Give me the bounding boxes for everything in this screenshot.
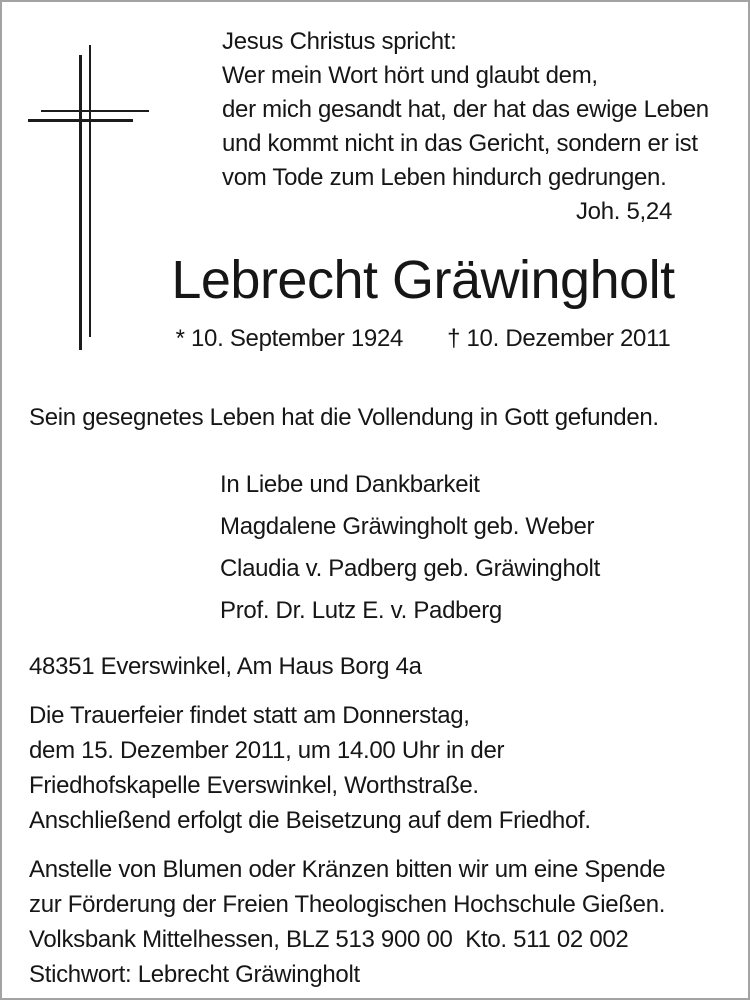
scripture-line: Wer mein Wort hört und glaubt dem, xyxy=(222,62,598,89)
donation-block xyxy=(29,852,665,992)
scripture-line: der mich gesandt hat, der hat das ewige Leben xyxy=(222,96,709,123)
cross-horizontal-thin-bar xyxy=(41,110,149,112)
funeral-block xyxy=(29,698,591,838)
death-date: † 10. Dezember 2011 xyxy=(447,325,671,352)
name-block xyxy=(2,251,750,309)
donation-line: zur Förderung der Freien Theologischen Hochschule Gießen. xyxy=(29,891,666,918)
mourners-intro: In Liebe und Dankbarkeit xyxy=(220,471,480,498)
scripture-reference: Joh. 5,24 xyxy=(575,198,672,225)
funeral-line: Anschließend erfolgt die Beisetzung auf dem Friedhof. xyxy=(29,807,591,834)
epitaph-text: Sein gesegnetes Leben hat die Vollendung in Gott gefunden. xyxy=(29,404,659,431)
address-block xyxy=(29,650,422,684)
mourner-name: Prof. Dr. Lutz E. v. Padberg xyxy=(220,597,502,624)
cross-horizontal-thick-bar xyxy=(28,119,133,122)
epitaph-block xyxy=(29,401,659,435)
scripture-line: und kommt nicht in das Gericht, sondern er ist xyxy=(222,130,698,157)
mourner-name: Magdalene Gräwingholt geb. Weber xyxy=(220,513,595,540)
donation-line: Volksbank Mittelhessen, BLZ 513 900 00 Kto. 511 02 002 xyxy=(29,926,629,953)
deceased-name: Lebrecht Gräwingholt xyxy=(171,250,675,310)
scripture-intro: Jesus Christus spricht: xyxy=(222,28,457,55)
donation-line: Stichwort: Lebrecht Gräwingholt xyxy=(29,961,360,988)
funeral-line: Friedhofskapelle Everswinkel, Worthstraße. xyxy=(29,772,479,799)
scripture-line: vom Tode zum Leben hindurch gedrungen. xyxy=(222,164,667,191)
mourners-block xyxy=(220,464,600,632)
donation-line: Anstelle von Blumen oder Kränzen bitten wir um eine Spende xyxy=(29,856,666,883)
scripture-block xyxy=(222,25,709,229)
dates-block xyxy=(2,322,750,356)
mourner-name: Claudia v. Padberg geb. Gräwingholt xyxy=(220,555,600,582)
funeral-line: Die Trauerfeier findet statt am Donnerstag, xyxy=(29,702,470,729)
address-text: 48351 Everswinkel, Am Haus Borg 4a xyxy=(29,653,422,680)
funeral-line: dem 15. Dezember 2011, um 14.00 Uhr in der xyxy=(29,737,505,764)
birth-date: * 10. September 1924 xyxy=(175,325,404,352)
